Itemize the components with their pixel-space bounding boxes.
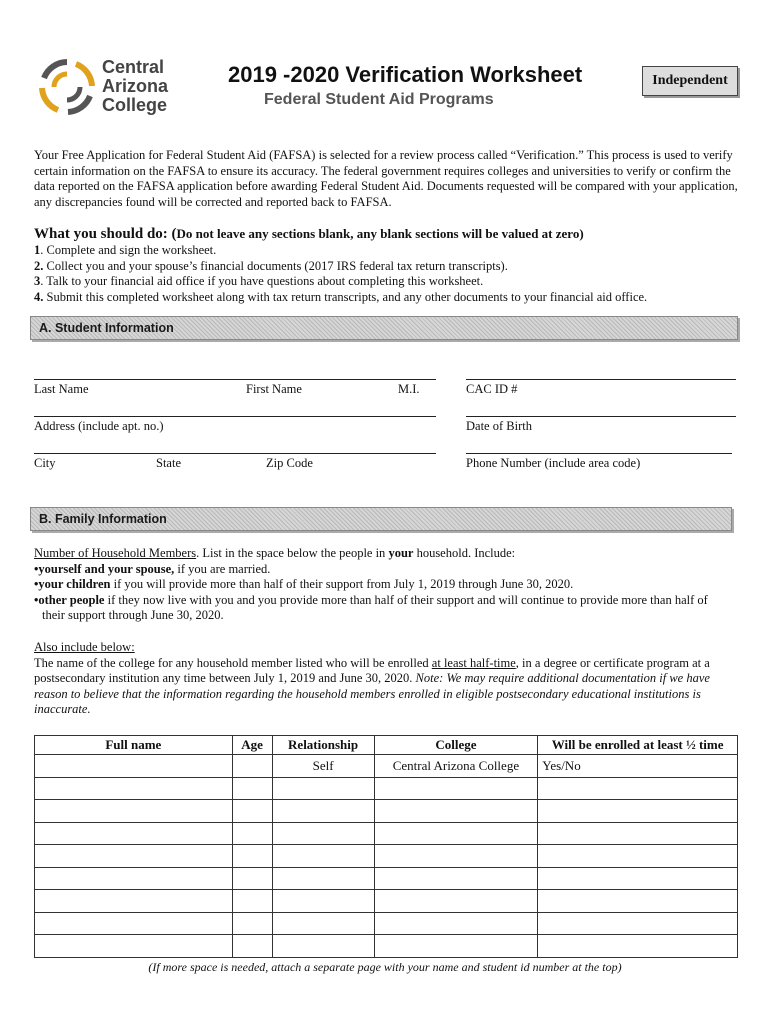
also-text: , in a degree or certificate program at a postsecondary institution any time between July 1, 2019 and June 30, 2020. <box>34 655 710 685</box>
table-footnote: (If more space is needed, attach a separate page with your name and student id number at the top) <box>148 960 622 974</box>
relationship-cell[interactable] <box>272 800 374 823</box>
age-cell[interactable] <box>232 912 272 935</box>
age-cell[interactable] <box>232 800 272 823</box>
full-name-cell[interactable] <box>35 755 233 778</box>
heading-main: What you should do: ( <box>34 226 177 242</box>
column-header: Full name <box>35 736 233 755</box>
bullet-bold: •your children <box>34 577 111 591</box>
step-text: Submit this completed worksheet along with tax return transcripts, and any other documents to your financial aid office. <box>43 289 648 304</box>
steps-list <box>34 243 647 305</box>
step-number: 2. <box>34 258 44 273</box>
step-number: 4. <box>34 289 44 304</box>
bullet-text: if they now live with you and you provide more than half of their support and will continue to provide more than half of <box>104 592 708 607</box>
full-name-cell[interactable] <box>35 867 233 890</box>
phone-field[interactable] <box>466 453 732 454</box>
mi-label: M.I. <box>398 382 420 396</box>
column-header: Relationship <box>272 736 374 755</box>
intro-paragraph: Your Free Application for Federal Student Aid (FAFSA) is selected for a review process called “Verification.” This process is used to verify certain information on the FAFSA to ensure its accuracy. The federal government requires colleges and universities to verify or confirm the data reported on the FAFSA application before awarding Federal Student Aid. Documents requested will be compared with your application, any discrepancies found will be corrected and reported back to FAFSA. <box>34 148 738 209</box>
college-cell[interactable] <box>374 890 538 913</box>
household-intro-text: household. Include: <box>413 546 516 560</box>
relationship-cell[interactable] <box>272 935 374 958</box>
enrolled-cell[interactable] <box>538 845 738 868</box>
city-state-zip-field[interactable] <box>34 453 436 454</box>
enrolled-cell: Yes/No <box>538 755 738 778</box>
enrolled-cell[interactable] <box>538 777 738 800</box>
college-cell[interactable] <box>374 935 538 958</box>
first-name-label: First Name <box>246 382 302 396</box>
step-text: Collect you and your spouse’s financial documents (2017 IRS federal tax return transcripts). <box>43 258 508 273</box>
also-text: The name of the college for any household member listed who will be enrolled <box>34 655 432 670</box>
household-heading: Number of Household Members <box>34 546 197 560</box>
list-item <box>34 243 647 259</box>
also-underlined: at least half-time <box>431 655 516 670</box>
what-to-do-heading <box>34 226 584 243</box>
relationship-cell[interactable] <box>272 890 374 913</box>
relationship-cell[interactable] <box>272 912 374 935</box>
college-cell: Central Arizona College <box>374 755 538 778</box>
age-cell[interactable] <box>232 822 272 845</box>
dob-field[interactable] <box>466 416 736 417</box>
bullet-bold: •yourself and your spouse, <box>34 561 175 576</box>
table-row[interactable] <box>35 867 738 890</box>
bullet-text: if you will provide more than half of their support from July 1, 2019 through June 30, 2020. <box>110 577 574 591</box>
list-item <box>34 259 647 275</box>
bullet-continuation: their support through June 30, 2020. <box>42 608 224 622</box>
list-item <box>34 562 742 578</box>
section-b-header <box>30 507 732 531</box>
logo-line: College <box>102 95 168 115</box>
bullet-bold: •other people <box>34 592 105 607</box>
city-label: City <box>34 456 56 470</box>
college-cell[interactable] <box>374 867 538 890</box>
also-include-block <box>34 640 742 718</box>
full-name-cell[interactable] <box>35 822 233 845</box>
list-item <box>34 290 647 306</box>
address-label: Address (include apt. no.) <box>34 419 164 433</box>
age-cell[interactable] <box>232 890 272 913</box>
status-badge: Independent <box>642 66 738 96</box>
section-a-header <box>30 316 738 340</box>
last-name-label: Last Name <box>34 382 89 396</box>
college-cell[interactable] <box>374 800 538 823</box>
college-logo <box>38 52 188 122</box>
address-field[interactable] <box>34 416 436 417</box>
table-row[interactable] <box>35 845 738 868</box>
enrolled-cell[interactable] <box>538 822 738 845</box>
section-b-title: B. Family Information <box>39 512 167 526</box>
relationship-cell[interactable] <box>272 822 374 845</box>
column-header: College <box>374 736 538 755</box>
college-cell[interactable] <box>374 822 538 845</box>
enrolled-cell[interactable] <box>538 800 738 823</box>
full-name-cell[interactable] <box>35 935 233 958</box>
also-paragraph <box>34 656 742 718</box>
full-name-cell[interactable] <box>35 777 233 800</box>
age-cell[interactable] <box>232 777 272 800</box>
dob-label: Date of Birth <box>466 419 532 433</box>
college-logo-mark-icon <box>38 58 96 116</box>
enrolled-cell[interactable] <box>538 912 738 935</box>
also-heading: Also include below: <box>34 640 135 654</box>
college-cell[interactable] <box>374 777 538 800</box>
list-item <box>34 593 742 609</box>
cac-id-field[interactable] <box>466 379 736 380</box>
document-title: 2019 -2020 Verification Worksheet <box>228 62 583 87</box>
table-row[interactable] <box>35 777 738 800</box>
relationship-cell[interactable] <box>272 845 374 868</box>
document-subtitle: Federal Student Aid Programs <box>264 91 494 108</box>
table-row[interactable] <box>35 800 738 823</box>
table-header-row <box>35 736 738 755</box>
relationship-cell[interactable] <box>272 777 374 800</box>
age-cell[interactable] <box>232 867 272 890</box>
age-cell[interactable] <box>232 935 272 958</box>
phone-label: Phone Number (include area code) <box>466 456 641 470</box>
step-text: . Complete and sign the worksheet. <box>40 243 217 257</box>
column-header: Will be enrolled at least ½ time <box>538 736 738 755</box>
bullet-text: if you are married. <box>174 561 271 576</box>
college-logo-text <box>102 58 168 115</box>
logo-line: Arizona <box>102 76 169 96</box>
table-row <box>35 755 738 778</box>
student-name-field[interactable] <box>34 379 436 380</box>
also-note: Note: We may require additional documentation if we have reason to believe that the information regarding the household members enrolled in eligible postsecondary educational institutions is inaccurate. <box>34 671 710 716</box>
section-a-title: A. Student Information <box>39 321 174 335</box>
relationship-cell[interactable] <box>272 867 374 890</box>
zip-label: Zip Code <box>266 456 313 470</box>
household-instructions <box>34 546 742 624</box>
step-text: . Talk to your financial aid office if you have questions about completing this worksheet. <box>40 274 484 288</box>
list-item <box>34 577 742 593</box>
full-name-cell[interactable] <box>35 890 233 913</box>
enrolled-cell[interactable] <box>538 935 738 958</box>
table-row[interactable] <box>35 890 738 913</box>
column-header: Age <box>232 736 272 755</box>
household-table <box>34 735 738 958</box>
college-cell[interactable] <box>374 912 538 935</box>
household-intro-text: . List in the space below the people in <box>196 546 389 560</box>
table-row[interactable] <box>35 822 738 845</box>
enrolled-cell[interactable] <box>538 890 738 913</box>
full-name-cell[interactable] <box>35 912 233 935</box>
heading-rest: Do not leave any sections blank, any blank sections will be valued at zero) <box>176 226 584 241</box>
list-item <box>34 274 647 290</box>
logo-line: Central <box>102 57 165 77</box>
cac-id-label: CAC ID # <box>466 382 518 396</box>
step-number: 3 <box>34 274 41 288</box>
college-cell[interactable] <box>374 845 538 868</box>
table-row[interactable] <box>35 912 738 935</box>
household-your: your <box>388 546 414 560</box>
state-label: State <box>156 456 181 470</box>
step-number: 1 <box>34 243 41 257</box>
full-name-cell[interactable] <box>35 800 233 823</box>
relationship-cell: Self <box>272 755 374 778</box>
age-cell[interactable] <box>232 845 272 868</box>
age-cell[interactable] <box>232 755 272 778</box>
enrolled-cell[interactable] <box>538 867 738 890</box>
household-intro <box>34 546 742 562</box>
table-row[interactable] <box>35 935 738 958</box>
full-name-cell[interactable] <box>35 845 233 868</box>
